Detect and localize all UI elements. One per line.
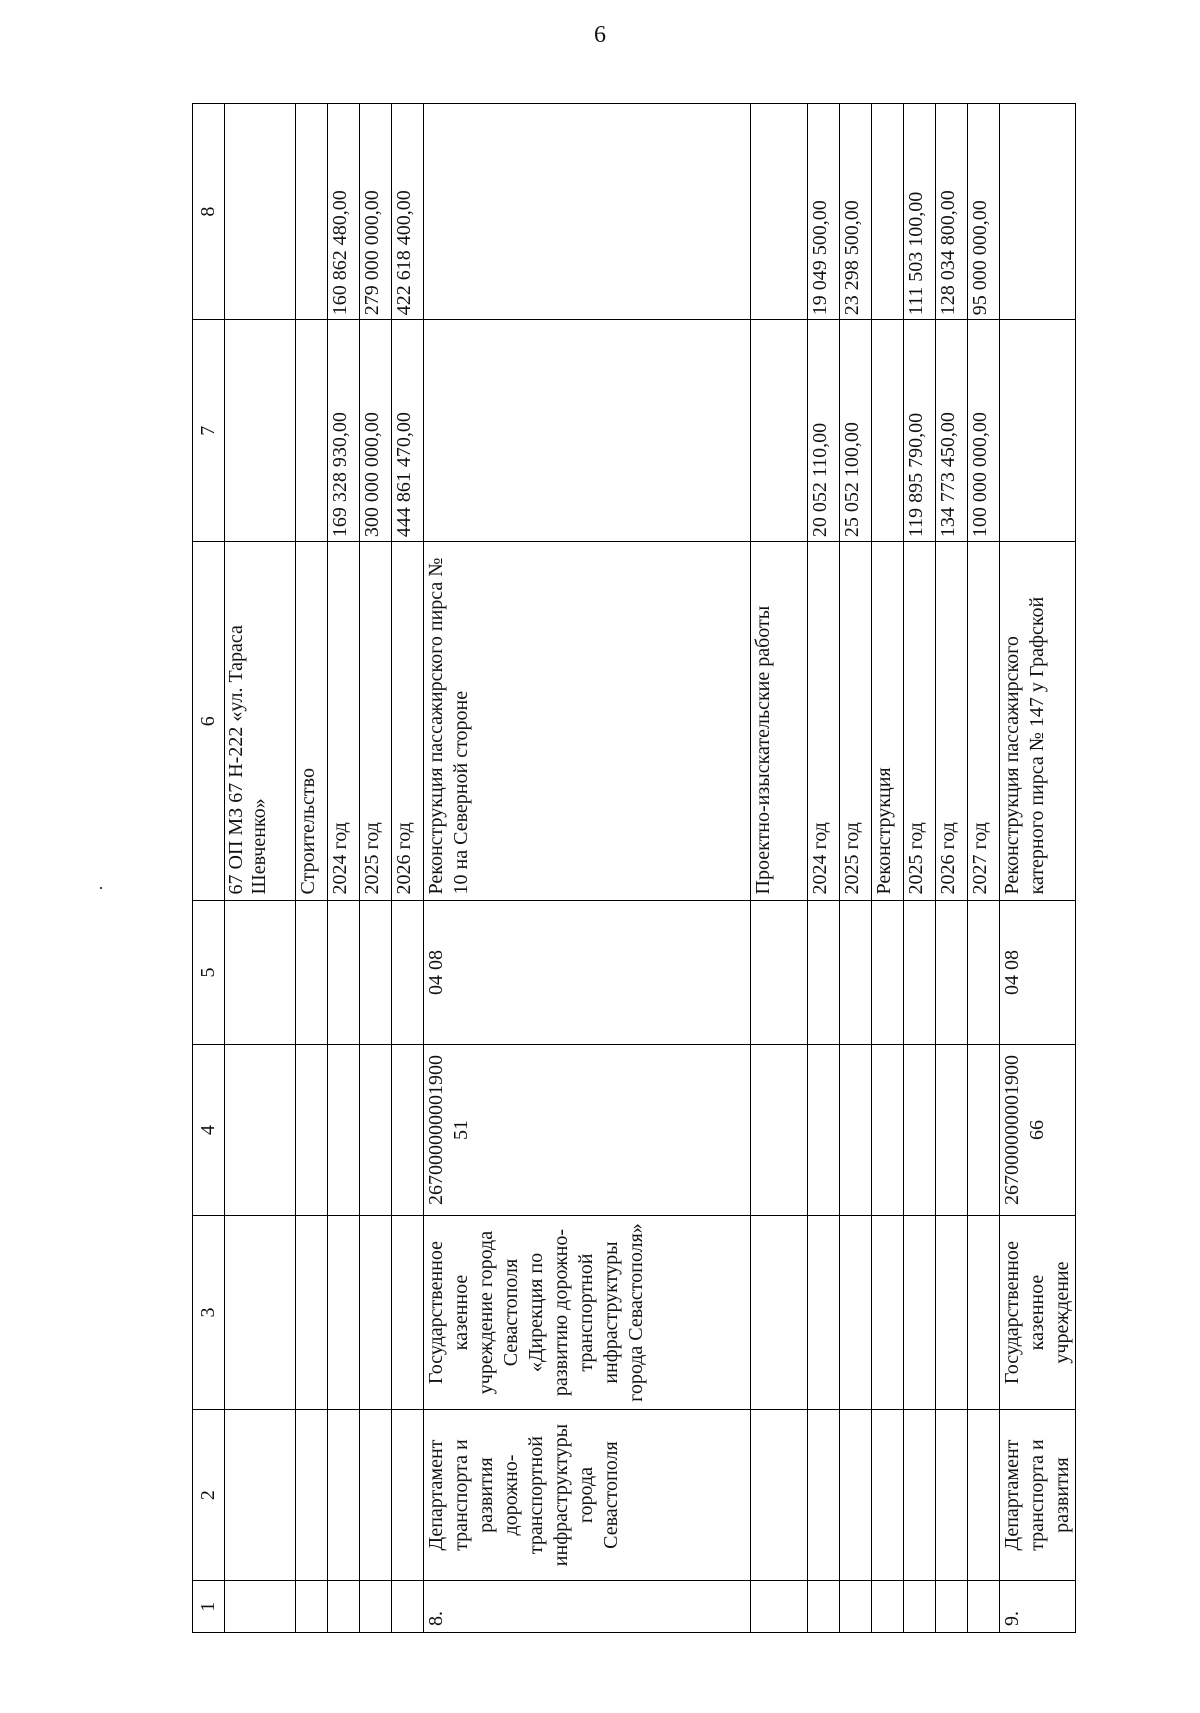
department-name: Департамент транспорта и развития дорожно-транспортной инфраструктуры города Севастополя: [424, 1409, 751, 1581]
table-row: [360, 104, 392, 1633]
year-cell: 2027 год: [968, 542, 1000, 901]
customer-name: Государственное казенное учреждение города Севастополя «Дирекция по развитию дорожно-транспортной инфраструктуры города Севастополя»: [424, 1216, 751, 1409]
table-row: [225, 104, 296, 1633]
amount-col8: 111 503 100,00: [904, 104, 936, 320]
amount-col8: 95 000 000,00: [968, 104, 1000, 320]
header-cell: 2: [193, 1409, 225, 1581]
table-row: [840, 104, 872, 1633]
work-type: Проектно-изыскательские работы: [751, 542, 808, 901]
year-cell: 2025 год: [904, 542, 936, 901]
budget-section: 04 08: [424, 901, 751, 1044]
object-code: 26700000000190051: [424, 1044, 751, 1216]
header-cell: 8: [193, 104, 225, 320]
object-name: Реконструкция пассажирского катерного пирса № 147 у Графской: [1000, 542, 1076, 901]
table-row: [424, 104, 751, 1633]
object-name: Реконструкция пассажирского пирса № 10 на Северной стороне: [424, 542, 751, 901]
table-row: [968, 104, 1000, 1633]
budget-table: [192, 103, 1076, 1633]
column-number-row: [193, 104, 225, 1633]
table-row: [751, 104, 808, 1633]
object-name: 67 ОП МЗ 67 Н-222 «ул. Тараса Шевченко»: [225, 542, 296, 901]
budget-section: 04 08: [1000, 901, 1076, 1044]
header-cell: 7: [193, 320, 225, 542]
table-row: [392, 104, 424, 1633]
amount-col7: 100 000 000,00: [968, 320, 1000, 542]
year-cell: 2025 год: [840, 542, 872, 901]
table-row: [936, 104, 968, 1633]
amount-col7: 169 328 930,00: [328, 320, 360, 542]
table-row: [872, 104, 904, 1633]
amount-col7: 300 000 000,00: [360, 320, 392, 542]
header-cell: 6: [193, 542, 225, 901]
scan-speck: [100, 887, 102, 889]
work-type: Реконструкция: [872, 542, 904, 901]
table-row: [296, 104, 328, 1633]
year-cell: 2026 год: [392, 542, 424, 901]
header-cell: 5: [193, 901, 225, 1044]
year-cell: 2024 год: [808, 542, 840, 901]
table-row: [904, 104, 936, 1633]
table-row: [328, 104, 360, 1633]
amount-col7: 20 052 110,00: [808, 320, 840, 542]
amount-col7: 444 861 470,00: [392, 320, 424, 542]
row-number: 8.: [424, 1581, 751, 1633]
table-row: [1000, 104, 1076, 1633]
amount-col8: 128 034 800,00: [936, 104, 968, 320]
department-name: Департамент транспорта и развития: [1000, 1409, 1076, 1581]
row-number: 9.: [1000, 1581, 1076, 1633]
customer-name: Государственное казенное учреждение: [1000, 1216, 1076, 1409]
amount-col7: 119 895 790,00: [904, 320, 936, 542]
object-code: 26700000000190066: [1000, 1044, 1076, 1216]
work-type: Строительство: [296, 542, 328, 901]
amount-col7: 134 773 450,00: [936, 320, 968, 542]
year-cell: 2025 год: [360, 542, 392, 901]
header-cell: 4: [193, 1044, 225, 1216]
amount-col8: 279 000 000,00: [360, 104, 392, 320]
amount-col8: 19 049 500,00: [808, 104, 840, 320]
header-cell: 1: [193, 1581, 225, 1633]
year-cell: 2026 год: [936, 542, 968, 901]
amount-col8: 160 862 480,00: [328, 104, 360, 320]
amount-col7: 25 052 100,00: [840, 320, 872, 542]
page-number: 6: [594, 22, 606, 48]
rotated-table-wrapper: [192, 103, 1073, 1633]
year-cell: 2024 год: [328, 542, 360, 901]
amount-col8: 422 618 400,00: [392, 104, 424, 320]
amount-col8: 23 298 500,00: [840, 104, 872, 320]
header-cell: 3: [193, 1216, 225, 1409]
table-row: [808, 104, 840, 1633]
